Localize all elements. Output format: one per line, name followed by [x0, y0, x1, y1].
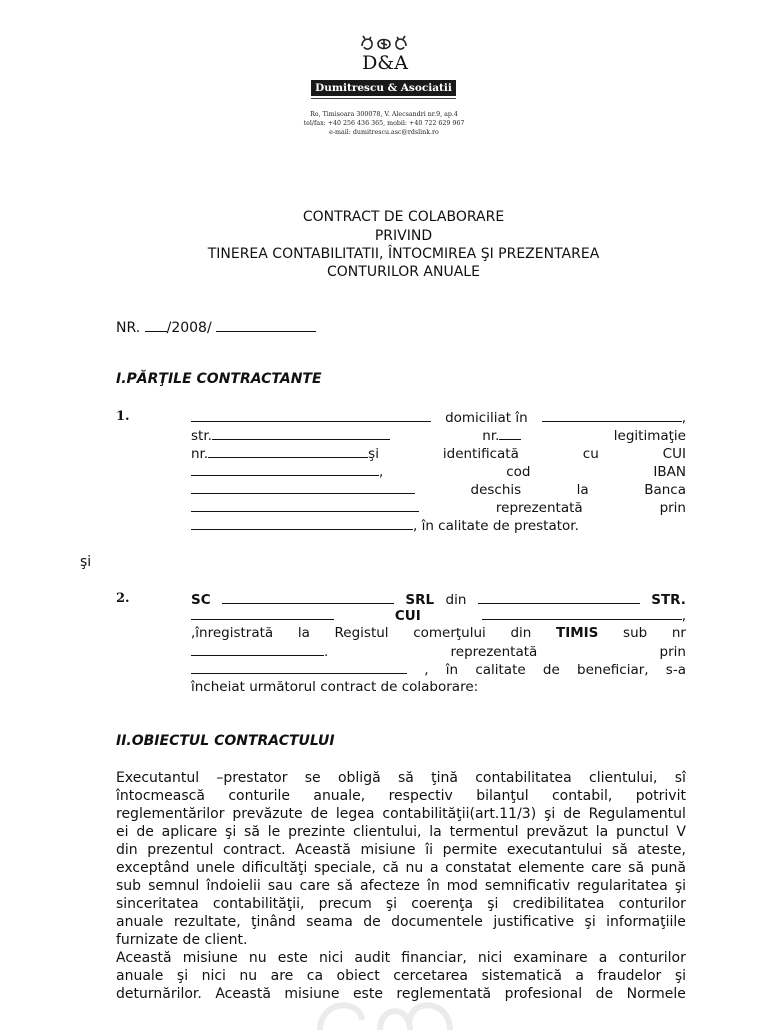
party2-calitate-word: calitate — [475, 662, 526, 678]
party1-cod-word: cod — [506, 464, 531, 480]
party1-number: 1. — [116, 409, 130, 424]
contract-number-blank[interactable] — [145, 318, 167, 332]
firm-phone: tel/fax: +40 256 436 365, mobil: +40 722 629 967 — [303, 120, 465, 127]
party2-sa-word: s-a — [665, 662, 686, 678]
party2-cui-blank[interactable] — [482, 606, 682, 620]
party2-din-word: din — [445, 592, 467, 608]
party2-closing-text: încheiat următorul contract de colaborare: — [191, 679, 479, 695]
party1-line6 — [191, 498, 686, 517]
party1-line3 — [191, 444, 686, 463]
party1-city-blank[interactable] — [542, 408, 682, 422]
document-title-line4: CONTURILOR ANUALE — [327, 264, 480, 280]
firm-logo-ornament-icon — [359, 34, 409, 54]
document-title-line2: PRIVIND — [374, 228, 433, 244]
party2-line2: CUI , — [191, 606, 686, 625]
party2-din2-word: din — [510, 625, 532, 641]
object-paragraph-1 — [116, 769, 686, 949]
party1-line5 — [191, 480, 686, 499]
party1-iban-blank[interactable] — [191, 480, 415, 494]
party1-legitimatie-label: legitimaţie — [613, 428, 686, 444]
party1-iban-label: IBAN — [653, 464, 686, 480]
party2-de-word: de — [542, 662, 560, 678]
party2-beneficiar-word: beneficiar, — [577, 662, 649, 678]
party2-city-blank[interactable] — [478, 590, 640, 604]
party1-street-label: str. — [191, 428, 212, 444]
party1-id-nr-blank[interactable] — [208, 444, 368, 458]
party1-banca-label: Banca — [644, 482, 686, 498]
party2-la-word: la — [297, 625, 310, 641]
party1-cu-word: cu — [582, 446, 599, 462]
firm-name-banner: Dumitrescu & Asociatii — [311, 80, 456, 96]
party2-line3 — [191, 624, 686, 642]
party2-prin-word: prin — [659, 644, 686, 660]
paragraph1-line: Executantul –prestator se obligă să ţină contabilitatea clientului, sî — [116, 770, 686, 786]
party1-role-text: , în calitate de prestator. — [413, 518, 579, 534]
section-heading-parties: I.PĂRŢILE CONTRACTANTE — [116, 371, 322, 387]
party1-prin-word: prin — [659, 500, 686, 516]
contract-number-prefix: NR. — [116, 320, 141, 336]
party1-line2 — [191, 426, 686, 445]
party2-sub-word: sub — [623, 625, 648, 641]
section-heading-object: II.OBIECTUL CONTRACTULUI — [116, 733, 335, 749]
party2-county: TIMIS — [555, 625, 599, 641]
party2-reprezentata-word: reprezentată — [450, 644, 538, 660]
party1-line1: domiciliat în , — [191, 408, 686, 427]
party1-deschis-word: deschis — [470, 482, 522, 498]
party2-comertului-word: comerţului — [413, 625, 486, 641]
paragraph1-line: exceptând unele dificultăţi speciale, că nu a constatat elemente care să pună — [116, 860, 686, 876]
party2-in-word: în — [445, 662, 459, 678]
party2-nr-label: nr — [671, 625, 686, 641]
party1-nr-label: nr. — [482, 428, 500, 444]
party2-cui-label: CUI — [394, 608, 421, 624]
party2-registrul-word: Registul — [334, 625, 389, 641]
party1-identificata-word: identificată — [442, 446, 519, 462]
party1-reprezentata-word: reprezentată — [495, 500, 583, 516]
paragraph1-line: reglementărilor prevăzute de legea contabilităţii(art.11/3) şi de Regulamentul — [116, 806, 686, 822]
party2-registry-blank[interactable] — [191, 642, 324, 656]
paragraph2-line: deturnărilor. Această misiune este reglementată profesional de Normele — [116, 986, 686, 1002]
party1-nr-blank[interactable] — [499, 426, 521, 440]
party2-inregistrata-word: ,înregistrată — [191, 625, 274, 641]
document-title-line1: CONTRACT DE COLABORARE — [302, 209, 505, 225]
paragraph2-line: anuale şi nici nu are ca obiect cercetarea sistematică a fraudelor şi — [116, 968, 686, 984]
paragraph1-line: din prezentul contract. Această misiune îi permite executantului să ateste, — [116, 842, 686, 858]
paragraph1-line: ei de aplicare şi să le prezinte clientului, la termentul prevăzut la punctul V — [116, 824, 686, 840]
party2-representative-blank[interactable] — [191, 660, 407, 674]
paragraph1-line: sub semnul îndoielii sau care să afecteze în mod semnificativ regularitatea şi — [116, 878, 686, 894]
party1-street-blank[interactable] — [212, 426, 390, 440]
party1-id-nr-label: nr. — [191, 446, 209, 462]
party2-line5 — [191, 660, 686, 679]
firm-email: e-mail: dumitrescu.asc@rdslink.ro — [329, 129, 439, 136]
party2-street-blank[interactable] — [191, 606, 334, 620]
paragraph1-line: anuale rezultate, ţinând seama de documentele justificative şi informaţiile — [116, 914, 686, 930]
party2-company-blank[interactable] — [222, 590, 394, 604]
party1-la-word: la — [576, 482, 589, 498]
party1-domiciliat-label: domiciliat în — [445, 410, 528, 426]
party2-srl-label: SRL — [405, 592, 435, 608]
party1-si-word: şi — [368, 446, 379, 462]
contract-number-year: /2008/ — [166, 320, 212, 336]
firm-monogram: D&A — [362, 52, 408, 74]
party2-line6 — [191, 678, 686, 696]
letterhead-divider — [311, 98, 456, 99]
paragraph1-line: sinceritatea contabilităţii, precum şi coerenţa şi credibilitatea conturilor — [116, 896, 686, 912]
party1-cui-label: CUI — [662, 446, 686, 462]
watermark-ornament-icon — [300, 990, 470, 1030]
party2-sc-label: SC — [191, 592, 211, 608]
party2-line4: . reprezentată prin — [191, 642, 686, 661]
parties-conjunction: şi — [80, 554, 92, 570]
party1-representative-blank[interactable] — [191, 516, 413, 530]
party2-number: 2. — [116, 591, 130, 606]
contract-number — [116, 318, 316, 337]
party1-bank-blank[interactable] — [191, 498, 419, 512]
party1-cui-blank[interactable] — [191, 462, 379, 476]
party1-name-blank[interactable] — [191, 408, 431, 422]
paragraph1-line: furnizate de client. — [116, 932, 248, 948]
party1-line4: , cod IBAN — [191, 462, 686, 481]
party2-street-label: STR. — [651, 592, 686, 608]
contract-number-suffix-blank[interactable] — [216, 318, 316, 332]
paragraph2-line: Această misiune nu este nici audit financiar, nici examinare a conturilor — [116, 950, 686, 966]
firm-address: Ro, Timisoara 300078, V. Alecsandri nr.9, ap.4 — [310, 111, 458, 118]
party2-comma: , — [424, 662, 429, 678]
party1-line7 — [191, 516, 686, 535]
document-title-line3: TINEREA CONTABILITATII, ÎNTOCMIREA ŞI PREZENTAREA — [207, 246, 600, 262]
paragraph1-line: întocmească conturile anuale, respectiv bilanţul contabil, potrivit — [116, 788, 686, 804]
